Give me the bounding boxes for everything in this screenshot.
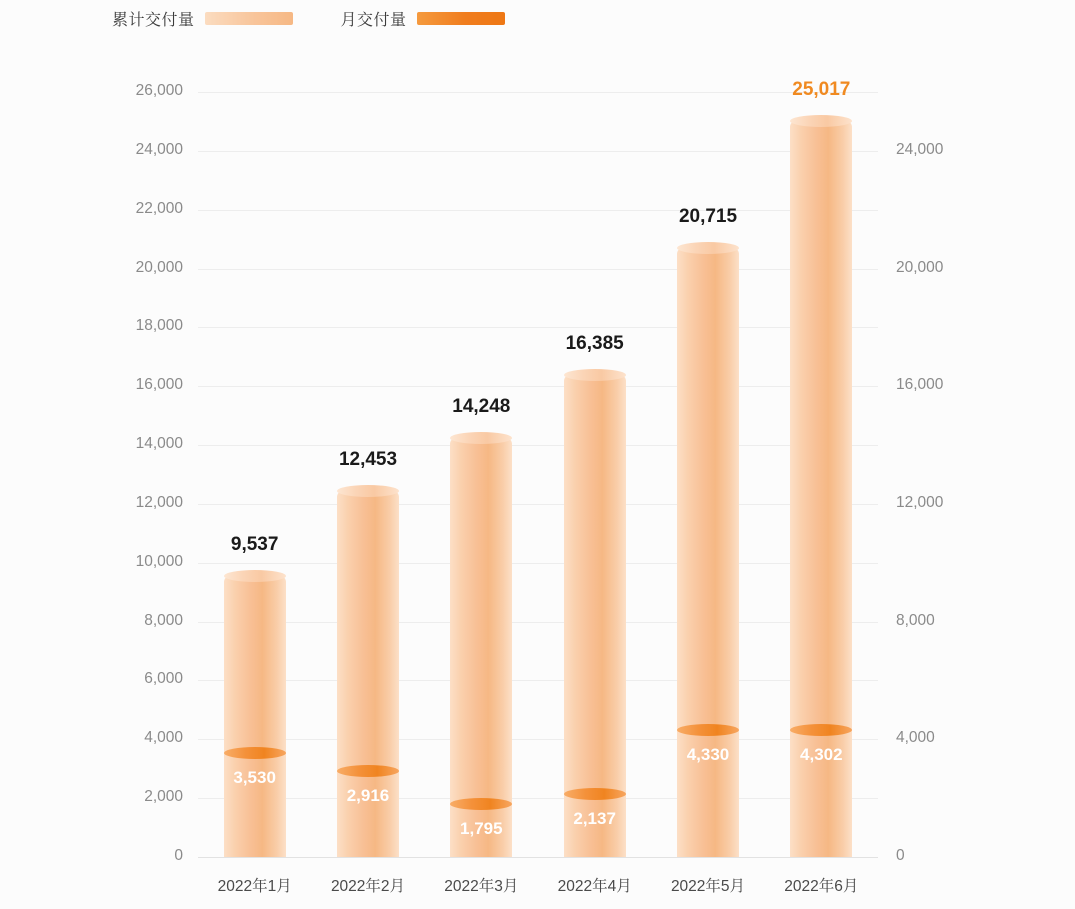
bar-cumulative[interactable] <box>564 375 626 857</box>
legend-label-monthly: 月交付量 <box>340 11 407 29</box>
gridline <box>198 327 878 328</box>
y-axis-left-tick-label: 18,000 <box>135 317 183 335</box>
bar-group[interactable] <box>217 92 292 895</box>
bar-group[interactable] <box>670 92 746 895</box>
bar-value-monthly: 3,530 <box>233 768 276 788</box>
gridline <box>198 622 878 623</box>
plot-area <box>135 78 944 895</box>
y-axis-left-tick-label: 24,000 <box>135 140 183 158</box>
y-axis-left-tick-label: 14,000 <box>135 435 183 453</box>
y-axis-right-tick-label: 24,000 <box>896 140 944 158</box>
bar-group[interactable] <box>330 92 406 895</box>
y-axis-right-tick-label: 4,000 <box>896 729 935 747</box>
legend-item-cumulative[interactable] <box>112 7 293 30</box>
y-axis-right-tick-label: 12,000 <box>896 493 944 511</box>
y-axis-left-tick-label: 0 <box>174 847 183 864</box>
gridline <box>198 504 878 505</box>
gridline <box>198 857 878 858</box>
y-axis-left-tick-label: 26,000 <box>135 82 183 99</box>
y-axis-right-tick-label: 0 <box>896 847 905 864</box>
x-axis-category-label: 2022年4月 <box>557 878 632 895</box>
bar-value-monthly: 2,137 <box>573 809 616 829</box>
bar-value-cumulative: 14,248 <box>452 395 511 417</box>
y-axis-right-tick-label: 8,000 <box>896 611 935 629</box>
bar-group[interactable] <box>444 92 519 895</box>
bar-value-cumulative: 9,537 <box>230 534 279 556</box>
bar-value-cumulative: 16,385 <box>565 332 624 354</box>
x-axis-category-label: 2022年1月 <box>217 878 292 895</box>
legend-swatch-cumulative-icon <box>205 12 293 25</box>
bar-group[interactable] <box>557 92 632 895</box>
bar-value-monthly: 1,795 <box>460 819 503 839</box>
bar-value-cumulative: 25,017 <box>792 78 851 100</box>
gridline <box>198 269 878 270</box>
bar-monthly[interactable] <box>337 771 399 857</box>
x-axis-category-label: 2022年5月 <box>670 878 746 895</box>
y-axis-left-tick-label: 10,000 <box>135 552 183 570</box>
y-axis-left-tick-label: 8,000 <box>144 611 183 629</box>
x-axis-category-label: 2022年6月 <box>784 878 859 895</box>
gridline <box>198 445 878 446</box>
gridline <box>198 739 878 740</box>
bar-value-cumulative: 20,715 <box>678 205 738 227</box>
legend-item-monthly[interactable] <box>341 7 505 30</box>
bar-value-monthly: 4,330 <box>686 744 730 764</box>
y-axis-left-tick-label: 16,000 <box>135 376 183 394</box>
x-axis-category-label: 2022年2月 <box>330 878 406 895</box>
bar-value-monthly: 2,916 <box>346 786 390 806</box>
bar-cumulative[interactable] <box>450 438 512 857</box>
y-axis-right-tick-label: 20,000 <box>896 258 944 276</box>
y-axis-left-tick-label: 12,000 <box>135 493 183 511</box>
gridline <box>198 151 878 152</box>
bar-group[interactable] <box>784 78 859 895</box>
y-axis-left-tick-label: 2,000 <box>144 788 183 806</box>
bar-value-monthly: 4,302 <box>800 745 843 765</box>
legend-swatch-monthly-icon <box>417 12 505 25</box>
x-axis-category-label: 2022年3月 <box>444 878 519 895</box>
gridline <box>198 563 878 564</box>
gridline <box>198 798 878 799</box>
y-axis-left-tick-label: 4,000 <box>144 729 183 747</box>
y-axis-left-tick-label: 6,000 <box>144 670 183 688</box>
chart-legend <box>112 6 505 30</box>
legend-label-cumulative: 累计交付量 <box>112 11 195 29</box>
bar-value-cumulative: 12,453 <box>338 448 398 470</box>
y-axis-left-tick-label: 20,000 <box>135 258 183 276</box>
gridline <box>198 680 878 681</box>
y-axis-right-tick-label: 16,000 <box>896 376 944 394</box>
y-axis-left-tick-label: 22,000 <box>135 199 183 217</box>
gridline <box>198 386 878 387</box>
